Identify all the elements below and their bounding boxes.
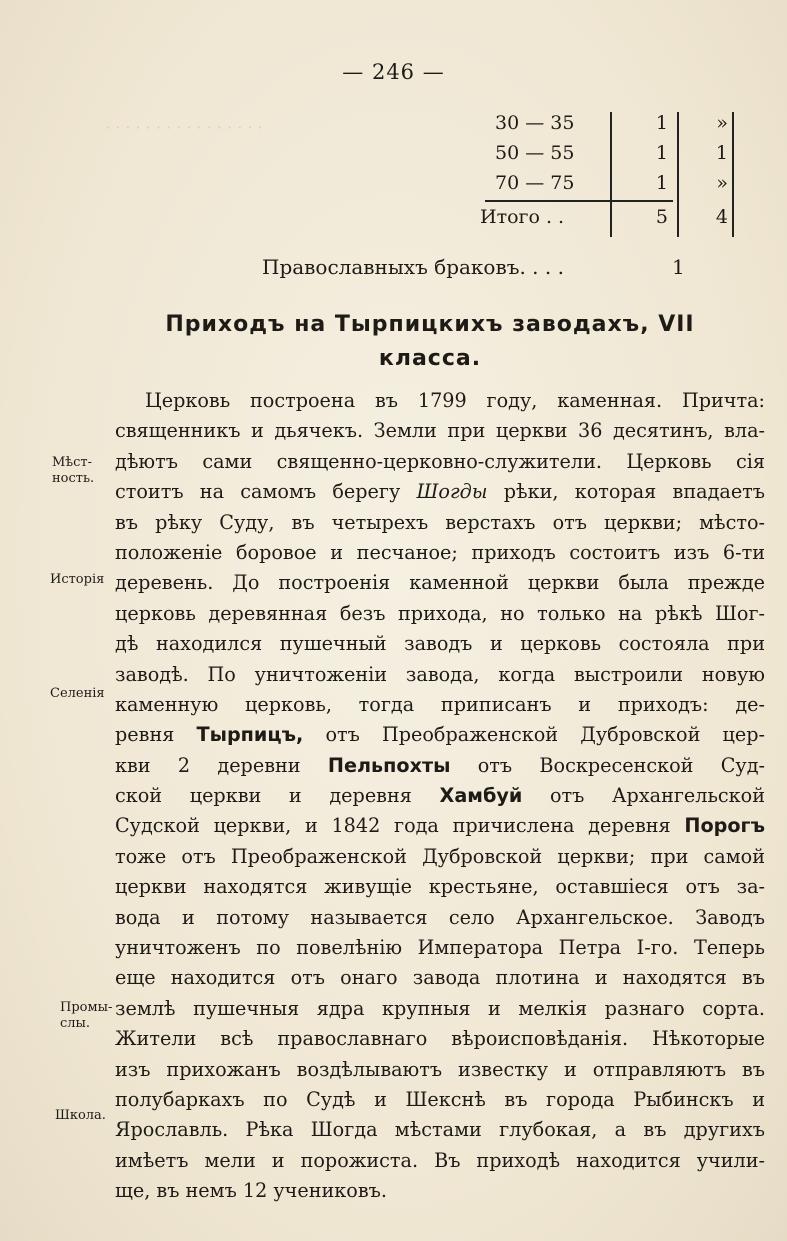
section-heading: [110, 308, 750, 376]
total-col2: 4: [715, 206, 728, 228]
text-line: еще находится отъ онаго завода плотина и находятся въ: [115, 966, 765, 990]
text-line: [115, 751, 765, 781]
text-fragment: ревня: [115, 723, 175, 747]
page-number: — 246 —: [342, 60, 445, 84]
margin-note-school: Школа.: [55, 1108, 106, 1123]
text-line: [115, 477, 765, 507]
text-fragment: отъ Воскресенской Суд-: [477, 753, 765, 777]
text-line: уничтоженъ по повелѣнію Императора Петра І-го. Теперь: [115, 936, 765, 960]
text-fragment: кви 2 деревни: [115, 753, 301, 777]
total-label: Итого . .: [480, 206, 565, 228]
text-fragment: Судской церкви, и 1842 года причислена деревня: [115, 814, 671, 838]
village-name: Порогъ: [684, 814, 765, 838]
divider: [485, 200, 625, 202]
text-line: въ рѣку Суду, въ четырехъ верстахъ отъ церкви; мѣсто-: [115, 510, 765, 534]
marriages-label: Православныхъ браковъ. . . .: [262, 255, 564, 279]
statistics-table: [440, 112, 740, 242]
village-name: Тырпицъ,: [196, 723, 304, 747]
text-line: Ярославль. Рѣка Шогда мѣстами глубокая, а въ другихъ: [115, 1118, 765, 1142]
text-line: церковь деревянная безъ прихода, но только на рѣкѣ Шог-: [115, 601, 765, 625]
text-line: тоже отъ Преображенской Дубровской церкви; при самой: [115, 844, 765, 868]
text-line: дѣютъ сами священно-церковно-служители. Церковь сія: [115, 449, 765, 473]
count-col2: 1: [715, 142, 728, 164]
heading-line: класса.: [378, 346, 482, 371]
village-name: Пельпохты: [327, 753, 451, 777]
text-line: деревень. До построенія каменной церкви была прежде: [115, 571, 765, 595]
table-row: [440, 142, 740, 172]
heading-line: Приходъ на Тырпицкихъ заводахъ, VII: [165, 312, 695, 337]
marriages-line: [262, 255, 702, 279]
bleed-through-text: · · · · · · · · · · · · · · · ·: [105, 118, 263, 137]
text-line: [115, 811, 765, 841]
margin-note-trades: Промы-слы.: [60, 1000, 113, 1031]
table-row: [440, 112, 740, 142]
text-fragment: ской церкви и деревня: [115, 784, 412, 808]
column-rule: [677, 112, 679, 237]
text-fragment: отъ Преображенской Дубровской цер-: [325, 723, 765, 747]
divider: [618, 200, 673, 202]
column-rule: [610, 112, 612, 237]
column-rule: [732, 112, 734, 237]
count-col2: »: [716, 112, 728, 134]
river-name: Шогды: [416, 480, 488, 504]
count-col2: »: [716, 172, 728, 194]
total-col1: 5: [655, 206, 668, 228]
age-range: 30 — 35: [495, 112, 575, 134]
margin-note-villages: Селенія: [50, 686, 105, 701]
body-paragraph: [115, 386, 765, 1207]
count-col1: 1: [655, 172, 668, 194]
text-line: полубаркахъ по Судѣ и Шекснѣ въ города Рыбинскъ и: [115, 1087, 765, 1111]
text-line: положеніе боровое и песчаное; приходъ состоитъ изъ 6-ти: [115, 540, 765, 564]
text-fragment: стоитъ на самомъ берегу: [115, 480, 401, 504]
text-line: заводѣ. По уничтоженіи завода, когда выстроили новую: [115, 662, 765, 686]
text-line: дѣ находился пушечный заводъ и церковь состояла при: [115, 632, 765, 656]
text-line: Церковь построена въ 1799 году, каменная. Причта:: [145, 389, 765, 412]
text-line: изъ прихожанъ воздѣлываютъ известку и отправляютъ въ: [115, 1057, 765, 1081]
text-line: [115, 781, 765, 811]
age-range: 50 — 55: [495, 142, 575, 164]
text-line: землѣ пушечныя ядра крупныя и мелкія разнаго сорта.: [115, 996, 765, 1020]
margin-note-location: Мѣст-ность.: [52, 455, 95, 486]
age-range: 70 — 75: [495, 172, 575, 194]
text-line: вода и потому называется село Архангельское. Заводъ: [115, 905, 765, 929]
text-line: Жители всѣ православнаго вѣроисповѣданія. Нѣкоторые: [115, 1027, 765, 1051]
count-col1: 1: [655, 112, 668, 134]
village-name: Хамбуй: [439, 784, 523, 808]
text-line: церкви находятся живущіе крестьяне, оставшіеся отъ за-: [115, 875, 765, 899]
text-line: священникъ и дьячекъ. Земли при церкви 36 десятинъ, вла-: [115, 419, 765, 443]
text-line: каменную церковь, тогда приписанъ и приходъ: де-: [115, 692, 765, 716]
margin-note-history: Исторія: [50, 572, 105, 587]
marriages-value: 1: [672, 255, 685, 279]
text-line: [115, 720, 765, 750]
text-fragment: рѣки, которая впадаетъ: [503, 480, 765, 504]
table-total-row: [440, 206, 740, 236]
table-row: [440, 172, 740, 202]
count-col1: 1: [655, 142, 668, 164]
text-line: ще, въ немъ 12 учениковъ.: [115, 1179, 387, 1203]
text-line: имѣетъ мели и порожиста. Въ приходѣ находится учили-: [115, 1148, 765, 1172]
text-fragment: отъ Архангельской: [549, 784, 765, 808]
